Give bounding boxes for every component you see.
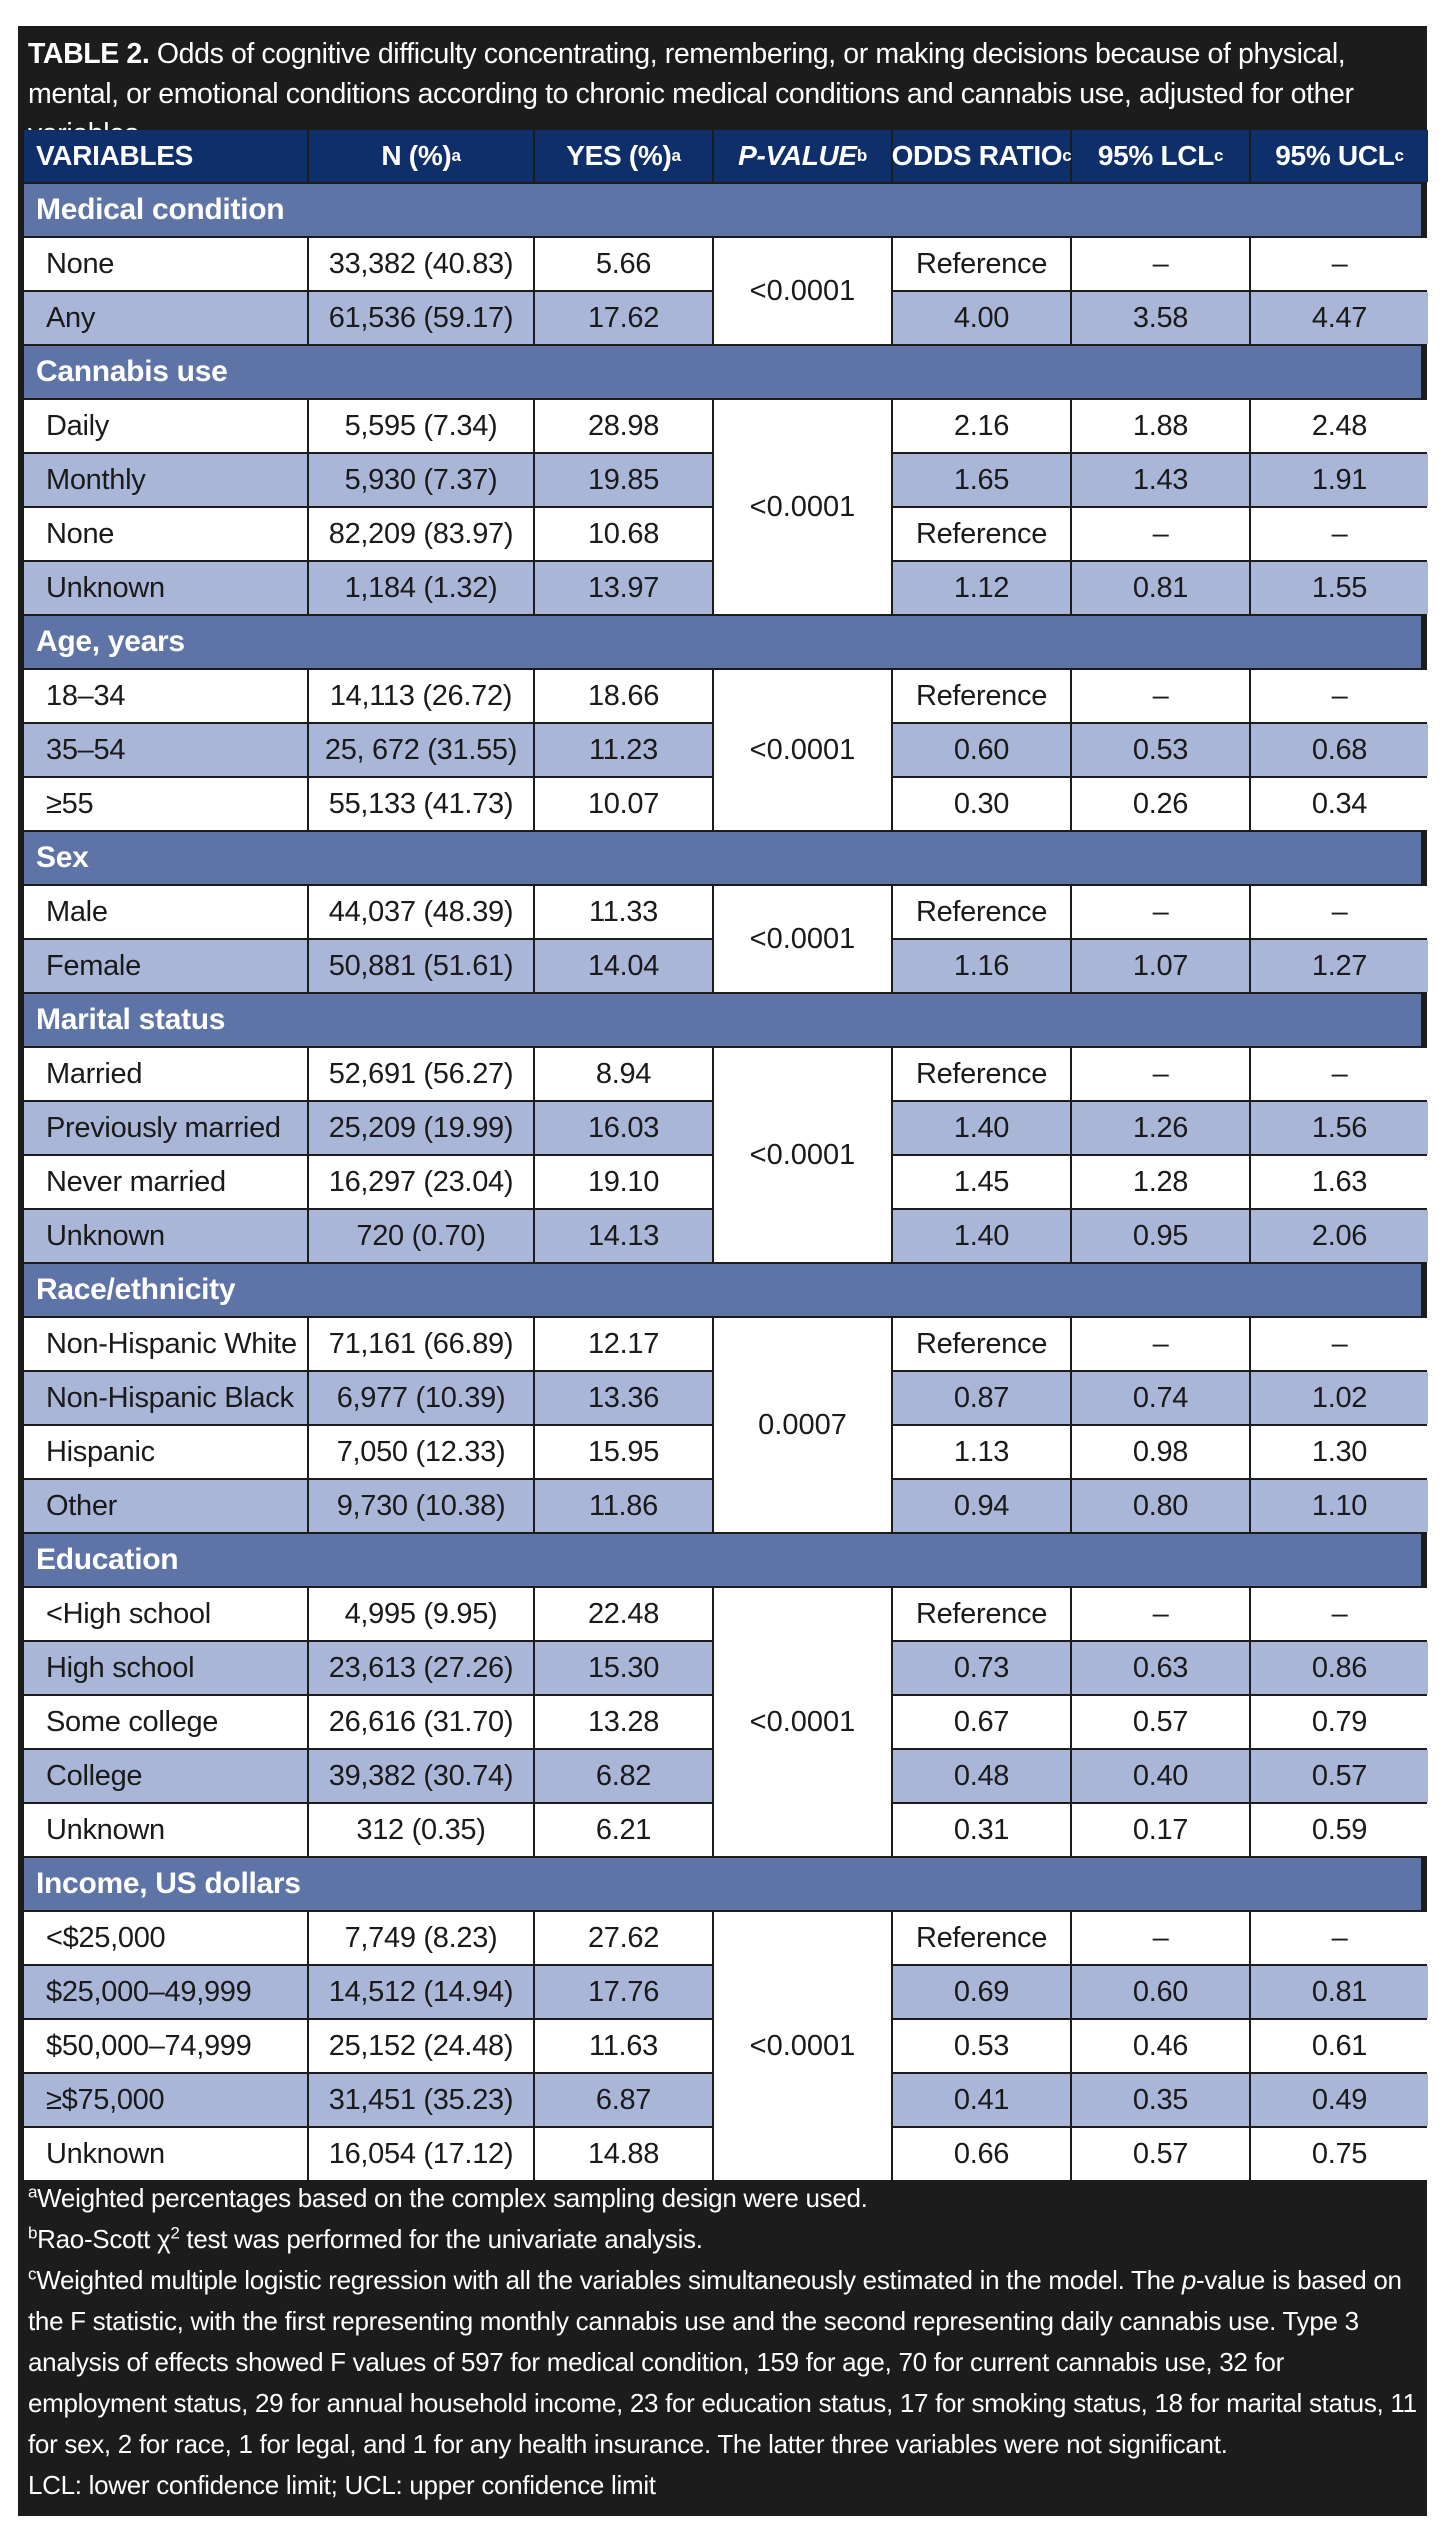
cell-n-percent: 31,451 (35.23) — [309, 2074, 533, 2126]
cell-yes-percent: 11.63 — [535, 2020, 712, 2072]
cell-variable: Some college — [24, 1696, 307, 1748]
cell-yes-percent: 12.17 — [535, 1318, 712, 1370]
cell-ucl: 0.75 — [1251, 2128, 1428, 2180]
cell-ucl: 1.91 — [1251, 454, 1428, 506]
cell-n-percent: 26,616 (31.70) — [309, 1696, 533, 1748]
cell-p-value: <0.0001 — [714, 1912, 891, 2180]
cell-lcl: 0.74 — [1072, 1372, 1249, 1424]
cell-lcl: 0.46 — [1072, 2020, 1249, 2072]
cell-odds-ratio: 1.12 — [893, 562, 1070, 614]
cell-ucl: – — [1251, 1048, 1428, 1100]
cell-variable: ≥55 — [24, 778, 307, 830]
cell-odds-ratio: 0.69 — [893, 1966, 1070, 2018]
cell-variable: Never married — [24, 1156, 307, 1208]
footnote — [28, 2219, 1417, 2260]
cell-variable: Married — [24, 1048, 307, 1100]
cell-variable: 35–54 — [24, 724, 307, 776]
cell-n-percent: 9,730 (10.38) — [309, 1480, 533, 1532]
cell-lcl: 0.26 — [1072, 778, 1249, 830]
section-title: Marital status — [24, 994, 1421, 1046]
cell-yes-percent: 22.48 — [535, 1588, 712, 1640]
cell-ucl: 0.57 — [1251, 1750, 1428, 1802]
cell-lcl: 0.98 — [1072, 1426, 1249, 1478]
cell-variable: Any — [24, 292, 307, 344]
cell-variable: Hispanic — [24, 1426, 307, 1478]
cell-odds-ratio: Reference — [893, 670, 1070, 722]
cell-variable: Female — [24, 940, 307, 992]
cell-variable: Daily — [24, 400, 307, 452]
cell-lcl: – — [1072, 1588, 1249, 1640]
cell-variable: Previously married — [24, 1102, 307, 1154]
cell-p-value: <0.0001 — [714, 886, 891, 992]
cell-variable: None — [24, 238, 307, 290]
cell-yes-percent: 8.94 — [535, 1048, 712, 1100]
cell-variable: <High school — [24, 1588, 307, 1640]
column-header-ucl: 95% UCL c — [1251, 130, 1428, 182]
cell-lcl: 1.28 — [1072, 1156, 1249, 1208]
cell-yes-percent: 13.36 — [535, 1372, 712, 1424]
cell-lcl: – — [1072, 1048, 1249, 1100]
section-row — [24, 994, 1421, 1046]
table-label: TABLE 2. — [28, 38, 150, 70]
section-title: Medical condition — [24, 184, 1421, 236]
cell-lcl: 3.58 — [1072, 292, 1249, 344]
table-caption: Odds of cognitive difficulty concentrating, remembering, or making decisions because of physical, mental, or emotional conditions according to chronic medical conditions and cannabis use, adjusted for other — [28, 38, 1354, 110]
cell-odds-ratio: Reference — [893, 238, 1070, 290]
cell-ucl: – — [1251, 1912, 1428, 1964]
cell-odds-ratio: 0.73 — [893, 1642, 1070, 1694]
cell-variable: None — [24, 508, 307, 560]
cell-yes-percent: 14.04 — [535, 940, 712, 992]
table-title — [28, 34, 1417, 120]
cell-ucl: 2.06 — [1251, 1210, 1428, 1262]
cell-yes-percent: 17.76 — [535, 1966, 712, 2018]
cell-odds-ratio: 0.53 — [893, 2020, 1070, 2072]
column-header-n-percent: N (%) a — [309, 130, 533, 182]
cell-variable: High school — [24, 1642, 307, 1694]
cell-n-percent: 39,382 (30.74) — [309, 1750, 533, 1802]
cell-variable: Unknown — [24, 2128, 307, 2180]
cell-odds-ratio: 2.16 — [893, 400, 1070, 452]
cell-yes-percent: 6.21 — [535, 1804, 712, 1856]
section-title: Cannabis use — [24, 346, 1421, 398]
cell-odds-ratio: 0.60 — [893, 724, 1070, 776]
cell-ucl: 0.59 — [1251, 1804, 1428, 1856]
section-title: Age, years — [24, 616, 1421, 668]
cell-variable: Unknown — [24, 562, 307, 614]
cell-n-percent: 55,133 (41.73) — [309, 778, 533, 830]
cell-ucl: 0.86 — [1251, 1642, 1428, 1694]
footnote — [28, 2465, 1417, 2506]
cell-n-percent: 23,613 (27.26) — [309, 1642, 533, 1694]
cell-ucl: 1.10 — [1251, 1480, 1428, 1532]
cell-ucl: 1.56 — [1251, 1102, 1428, 1154]
cell-odds-ratio: 4.00 — [893, 292, 1070, 344]
section-row — [24, 1534, 1421, 1586]
cell-yes-percent: 17.62 — [535, 292, 712, 344]
cell-lcl: 1.07 — [1072, 940, 1249, 992]
cell-ucl: 1.02 — [1251, 1372, 1428, 1424]
section-title: Sex — [24, 832, 1421, 884]
cell-n-percent: 25,152 (24.48) — [309, 2020, 533, 2072]
cell-ucl: – — [1251, 670, 1428, 722]
cell-yes-percent: 15.30 — [535, 1642, 712, 1694]
cell-ucl: – — [1251, 1588, 1428, 1640]
cell-ucl: 0.79 — [1251, 1696, 1428, 1748]
cell-yes-percent: 10.68 — [535, 508, 712, 560]
cell-yes-percent: 11.23 — [535, 724, 712, 776]
column-header-label: ODDS RATIO — [891, 140, 1063, 171]
column-header-label: VARIABLES — [36, 140, 194, 171]
cell-yes-percent: 13.28 — [535, 1696, 712, 1748]
cell-n-percent: 7,749 (8.23) — [309, 1912, 533, 1964]
cell-lcl: 0.95 — [1072, 1210, 1249, 1262]
cell-variable: Non-Hispanic White — [24, 1318, 307, 1370]
cell-odds-ratio: 0.31 — [893, 1804, 1070, 1856]
cell-lcl: 0.40 — [1072, 1750, 1249, 1802]
cell-n-percent: 52,691 (56.27) — [309, 1048, 533, 1100]
cell-odds-ratio: Reference — [893, 508, 1070, 560]
cell-n-percent: 5,930 (7.37) — [309, 454, 533, 506]
header-row — [24, 130, 1421, 182]
cell-lcl: – — [1072, 238, 1249, 290]
cell-lcl: – — [1072, 670, 1249, 722]
footnote-text: Rao-Scott $\chi^2$ test was performed for the univariate analysis. — [37, 2223, 703, 2254]
cell-lcl: 1.88 — [1072, 400, 1249, 452]
cell-lcl: 1.43 — [1072, 454, 1249, 506]
cell-odds-ratio: 0.67 — [893, 1696, 1070, 1748]
cell-yes-percent: 6.87 — [535, 2074, 712, 2126]
cell-lcl: – — [1072, 1912, 1249, 1964]
cell-lcl: 0.80 — [1072, 1480, 1249, 1532]
column-header-label: N (%) — [381, 140, 452, 171]
section-title: Income, US dollars — [24, 1858, 1421, 1910]
cell-odds-ratio: 0.94 — [893, 1480, 1070, 1532]
column-header-label: YES (%) — [566, 140, 672, 171]
section-row — [24, 1264, 1421, 1316]
cell-n-percent: 50,881 (51.61) — [309, 940, 533, 992]
section-row — [24, 184, 1421, 236]
column-header-lcl: 95% LCL c — [1072, 130, 1249, 182]
cell-n-percent: 44,037 (48.39) — [309, 886, 533, 938]
cell-n-percent: 1,184 (1.32) — [309, 562, 533, 614]
cell-odds-ratio: 0.87 — [893, 1372, 1070, 1424]
cell-n-percent: 720 (0.70) — [309, 1210, 533, 1262]
cell-ucl: 2.48 — [1251, 400, 1428, 452]
cell-variable: Unknown — [24, 1804, 307, 1856]
cell-variable: Non-Hispanic Black — [24, 1372, 307, 1424]
cell-yes-percent: 14.88 — [535, 2128, 712, 2180]
footnote-text: LCL: lower confidence limit; UCL: upper confidence limit — [28, 2470, 656, 2500]
cell-ucl: 1.55 — [1251, 562, 1428, 614]
cell-variable: 18–34 — [24, 670, 307, 722]
footnote-text: Weighted percentages based on the complex sampling design were used. — [37, 2183, 868, 2213]
cell-ucl: 4.47 — [1251, 292, 1428, 344]
cell-ucl: 1.30 — [1251, 1426, 1428, 1478]
cell-p-value: <0.0001 — [714, 238, 891, 344]
cell-p-value: <0.0001 — [714, 1588, 891, 1856]
cell-odds-ratio: 1.40 — [893, 1210, 1070, 1262]
cell-n-percent: 7,050 (12.33) — [309, 1426, 533, 1478]
cell-odds-ratio: Reference — [893, 886, 1070, 938]
cell-odds-ratio: 0.48 — [893, 1750, 1070, 1802]
cell-yes-percent: 18.66 — [535, 670, 712, 722]
footnotes — [28, 2178, 1417, 2506]
table-frame — [18, 26, 1427, 2516]
cell-variable: Male — [24, 886, 307, 938]
cell-yes-percent: 5.66 — [535, 238, 712, 290]
cell-lcl: 0.35 — [1072, 2074, 1249, 2126]
cell-yes-percent: 19.85 — [535, 454, 712, 506]
column-header-variable — [24, 130, 307, 182]
cell-variable: ≥$75,000 — [24, 2074, 307, 2126]
cell-n-percent: 71,161 (66.89) — [309, 1318, 533, 1370]
cell-odds-ratio: 0.30 — [893, 778, 1070, 830]
cell-odds-ratio: 1.16 — [893, 940, 1070, 992]
footnote-text: Weighted multiple logistic regression with all the variables simultaneously estimated in the model. The p-value is based on the F statistic, with the first representing monthly cannabis use and the second representing daily cannabis use. Type 3 analysis of effects showed F values of 597 for medical condition, 159 for age, 70 for current cannabis use, 32 for employment status, 29 for annual household income, 23 for education status, 17 for smoking status, 18 for marital status, 11 for sex, 2 for race, 1 for legal, and 1 for any health insurance. The latter three variables were not significant. — [28, 2265, 1417, 2459]
cell-n-percent: 82,209 (83.97) — [309, 508, 533, 560]
cell-odds-ratio: Reference — [893, 1048, 1070, 1100]
cell-ucl: 1.63 — [1251, 1156, 1428, 1208]
footnote — [28, 2178, 1417, 2219]
cell-ucl: 0.68 — [1251, 724, 1428, 776]
column-header-odds-ratio: ODDS RATIO c — [893, 130, 1070, 182]
cell-lcl: – — [1072, 508, 1249, 560]
section-row — [24, 1858, 1421, 1910]
cell-ucl: 0.34 — [1251, 778, 1428, 830]
cell-n-percent: 14,512 (14.94) — [309, 1966, 533, 2018]
cell-yes-percent: 19.10 — [535, 1156, 712, 1208]
section-title: Education — [24, 1534, 1421, 1586]
cell-odds-ratio: Reference — [893, 1588, 1070, 1640]
cell-lcl: 0.57 — [1072, 2128, 1249, 2180]
section-row — [24, 832, 1421, 884]
cell-odds-ratio: Reference — [893, 1912, 1070, 1964]
footnote-mark: b — [28, 2223, 38, 2243]
cell-yes-percent: 6.82 — [535, 1750, 712, 1802]
cell-p-value: <0.0001 — [714, 670, 891, 830]
cell-n-percent: 14,113 (26.72) — [309, 670, 533, 722]
cell-lcl: 0.53 — [1072, 724, 1249, 776]
cell-yes-percent: 27.62 — [535, 1912, 712, 1964]
cell-p-value: <0.0001 — [714, 400, 891, 614]
cell-n-percent: 16,297 (23.04) — [309, 1156, 533, 1208]
cell-yes-percent: 28.98 — [535, 400, 712, 452]
cell-n-percent: 25, 672 (31.55) — [309, 724, 533, 776]
cell-variable: College — [24, 1750, 307, 1802]
cell-yes-percent: 16.03 — [535, 1102, 712, 1154]
cell-yes-percent: 10.07 — [535, 778, 712, 830]
section-title: Race/ethnicity — [24, 1264, 1421, 1316]
cell-ucl: – — [1251, 1318, 1428, 1370]
cell-lcl: – — [1072, 1318, 1249, 1370]
column-header-label: P-VALUE — [738, 140, 857, 171]
footnote-mark: c — [28, 2264, 37, 2284]
cell-lcl: 1.26 — [1072, 1102, 1249, 1154]
cell-odds-ratio: Reference — [893, 1318, 1070, 1370]
cell-ucl: 0.81 — [1251, 1966, 1428, 2018]
cell-lcl: – — [1072, 886, 1249, 938]
cell-p-value: 0.0007 — [714, 1318, 891, 1532]
cell-yes-percent: 13.97 — [535, 562, 712, 614]
cell-variable: $25,000–49,999 — [24, 1966, 307, 2018]
cell-lcl: 0.60 — [1072, 1966, 1249, 2018]
column-header-yes-percent: YES (%) a — [535, 130, 712, 182]
cell-lcl: 0.81 — [1072, 562, 1249, 614]
cell-variable: Monthly — [24, 454, 307, 506]
cell-n-percent: 4,995 (9.95) — [309, 1588, 533, 1640]
column-header-p-value: P-VALUE b — [714, 130, 891, 182]
cell-ucl: 0.49 — [1251, 2074, 1428, 2126]
cell-yes-percent: 11.33 — [535, 886, 712, 938]
cell-odds-ratio: 1.40 — [893, 1102, 1070, 1154]
cell-ucl: 0.61 — [1251, 2020, 1428, 2072]
cell-odds-ratio: 1.13 — [893, 1426, 1070, 1478]
cell-odds-ratio: 0.66 — [893, 2128, 1070, 2180]
cell-variable: $50,000–74,999 — [24, 2020, 307, 2072]
column-header-label: 95% UCL — [1275, 140, 1395, 171]
cell-ucl: – — [1251, 238, 1428, 290]
cell-n-percent: 61,536 (59.17) — [309, 292, 533, 344]
data-table — [24, 130, 1421, 2170]
cell-odds-ratio: 0.41 — [893, 2074, 1070, 2126]
cell-odds-ratio: 1.65 — [893, 454, 1070, 506]
cell-yes-percent: 14.13 — [535, 1210, 712, 1262]
cell-variable: <$25,000 — [24, 1912, 307, 1964]
section-row — [24, 346, 1421, 398]
footnote — [28, 2260, 1417, 2465]
cell-lcl: 0.63 — [1072, 1642, 1249, 1694]
cell-n-percent: 25,209 (19.99) — [309, 1102, 533, 1154]
cell-ucl: – — [1251, 886, 1428, 938]
section-row — [24, 616, 1421, 668]
cell-n-percent: 33,382 (40.83) — [309, 238, 533, 290]
column-header-label: 95% LCL — [1097, 140, 1214, 171]
cell-lcl: 0.57 — [1072, 1696, 1249, 1748]
cell-odds-ratio: 1.45 — [893, 1156, 1070, 1208]
cell-n-percent: 6,977 (10.39) — [309, 1372, 533, 1424]
footnote-mark: a — [28, 2182, 38, 2202]
cell-n-percent: 5,595 (7.34) — [309, 400, 533, 452]
cell-yes-percent: 11.86 — [535, 1480, 712, 1532]
cell-ucl: – — [1251, 508, 1428, 560]
cell-ucl: 1.27 — [1251, 940, 1428, 992]
cell-p-value: <0.0001 — [714, 1048, 891, 1262]
cell-variable: Unknown — [24, 1210, 307, 1262]
cell-n-percent: 16,054 (17.12) — [309, 2128, 533, 2180]
cell-lcl: 0.17 — [1072, 1804, 1249, 1856]
cell-variable: Other — [24, 1480, 307, 1532]
cell-yes-percent: 15.95 — [535, 1426, 712, 1478]
cell-n-percent: 312 (0.35) — [309, 1804, 533, 1856]
